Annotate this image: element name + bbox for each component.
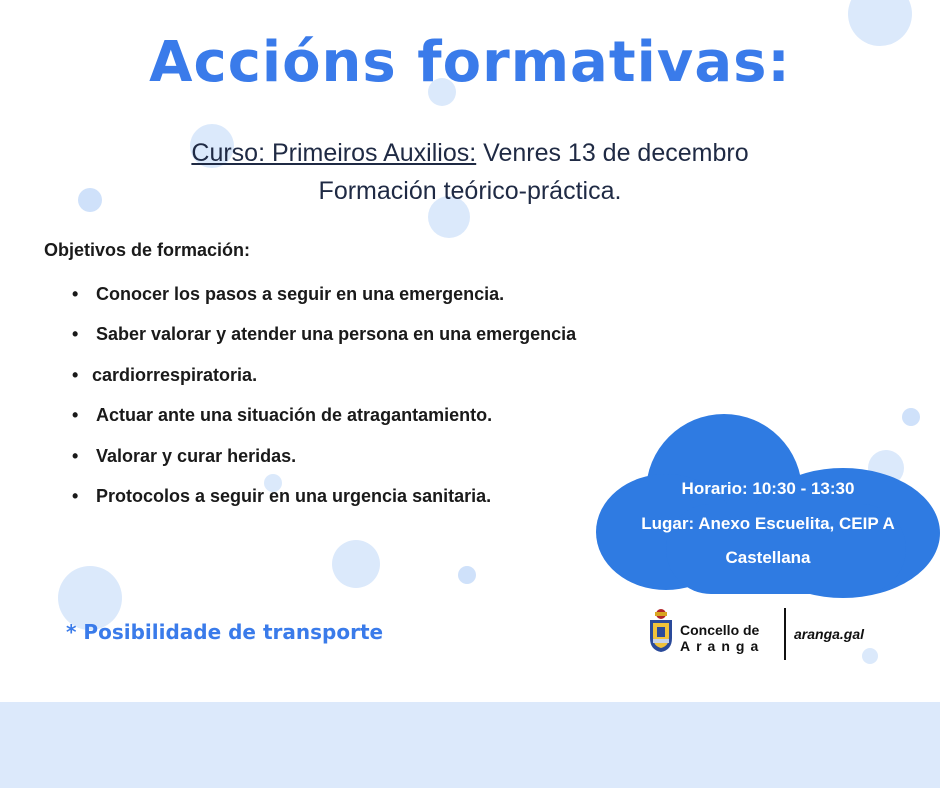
- bullet-icon: •: [72, 364, 79, 385]
- decorative-bubble: [458, 566, 476, 584]
- objectives-heading: Objetivos de formación:: [44, 240, 251, 260]
- course-type: Formación teórico-práctica.: [318, 177, 622, 205]
- course-info: [0, 134, 940, 210]
- cloud-text: [596, 472, 940, 576]
- logo-name-line2: Aranga: [680, 638, 765, 654]
- course-label: Curso: Primeiros Auxilios:: [191, 139, 477, 167]
- objective-text: Valorar y curar heridas.: [96, 445, 297, 466]
- info-cloud: [596, 408, 940, 598]
- footer-band: [0, 702, 940, 788]
- transport-note: * Posibilidade de transporte: [66, 620, 384, 644]
- website-url: aranga.gal: [794, 626, 865, 642]
- objective-text: Conocer los pasos a seguir en una emergencia.: [96, 284, 505, 304]
- objective-text: Saber valorar y atender una persona en una emergencia: [96, 324, 577, 345]
- logo-name: [680, 622, 764, 654]
- objective-text: Actuar ante una situación de atragantamiento.: [96, 405, 493, 426]
- decorative-bubble: [332, 540, 380, 588]
- course-date: Venres 13 de decembro: [476, 139, 749, 167]
- bullet-icon: •: [72, 324, 79, 345]
- logo-name-line1: Concello de: [680, 622, 760, 638]
- logo-divider: [784, 608, 786, 660]
- decorative-bubble: [862, 648, 878, 664]
- objective-text: Protocolos a seguir en una urgencia sanitaria.: [96, 485, 492, 506]
- coat-of-arms-icon: [648, 608, 674, 652]
- objective-text: cardiorrespiratoria.: [92, 364, 258, 385]
- place-text: Lugar: Anexo Escuelita, CEIP A: [641, 513, 895, 533]
- bullet-icon: •: [72, 445, 79, 466]
- course-line: [0, 134, 940, 172]
- bullet-icon: •: [72, 485, 79, 506]
- page-title: Accións formativas:: [149, 30, 791, 95]
- place-text-continued: Castellana: [725, 548, 811, 567]
- bullet-icon: •: [72, 284, 79, 304]
- bullet-icon: •: [72, 405, 79, 426]
- schedule-text: Horario: 10:30 - 13:30: [681, 479, 855, 498]
